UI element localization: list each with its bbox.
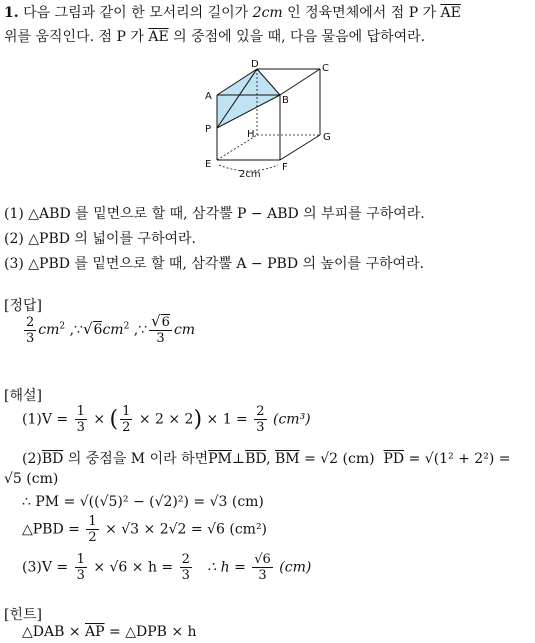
problem-number: 1. [4,5,19,21]
label-d: D [251,59,259,70]
label-length: 2cm [239,169,261,180]
s2-text: 의 중점을 M 이라 하면 [67,451,209,467]
answer-2-unit: cm [102,322,124,338]
s1-tail: × 1 = [206,411,248,428]
s2-comma: , [266,451,271,467]
s1-frac-3: $\frac{2}{3}$ [256,404,265,435]
s2-prefix: (2) [22,451,42,467]
problem-line-2 [4,26,425,46]
s1-frac-2: $\frac{1}{2}$ [122,404,131,435]
solution-step-2 [22,448,510,468]
answer-sep-1: ,∵ [69,322,83,338]
problem-text-2b: 의 중점에 있을 때, 다음 물음에 답하여라. [173,29,426,45]
label-b: B [282,95,289,106]
s1-frac-1: $\frac{1}{3}$ [76,404,85,435]
solution-step-1: (1)V = $\frac{1}{3}$ × ( $\frac{1}{2}$ × 2 × 2) × 1 = $\frac{2}{3}$ (cm³) [22,404,311,435]
problem-text-1b: 인 정육면체에서 점 P 가 [287,5,437,21]
label-e: E [205,159,212,170]
label-g: G [323,132,331,143]
cube-figure [195,55,345,180]
s2-bm: $\overline{BM}$ [275,451,300,467]
s5-therefore: ∴ h = [207,559,246,576]
s5-unit: (cm) [279,559,312,576]
segment-ae-2: $\overline{AE}$ [148,29,169,45]
solution-step-4 [22,514,267,545]
s2-bd: $\overline{BD}$ [41,451,64,467]
hint-text-b: = △DPB × h [109,624,197,640]
answer-1-exp: 2 [59,321,66,332]
edge-bc [280,69,320,95]
s2-bm-value: = √2 (cm) [304,451,375,467]
answer-3-unit: cm [173,322,196,338]
s2-pd-value: = √(1² + 2²) = [408,451,511,467]
hint-ap: $\overline{AP}$ [85,624,105,640]
s5-mid: × √6 × h = [93,559,174,576]
answer-2-exp: 2 [123,321,130,332]
question-3: (3) △PBD 를 밑면으로 할 때, 삼각뿔 A − PBD 의 높이를 구하여라. [4,256,425,272]
answer-3-fraction: $\frac{√6}{3}$ [151,312,170,346]
problem-text-2a: 위를 움직인다. 점 P 가 [4,29,144,45]
label-f: F [282,162,288,173]
solution-header: [해설] [4,388,42,404]
s5-frac-1: $\frac{1}{3}$ [76,552,85,583]
s1-unit: (cm³) [272,411,311,428]
s4-rest: × √3 × 2√2 = √6 (cm²) [105,521,268,538]
answer-sep-2: ,∵ [133,322,148,338]
answer-header: [정답] [4,298,42,314]
problem-line-1 [4,2,461,22]
s5-prefix: (3)V = [22,559,69,576]
s1-mid: × 2 × 2 [138,411,194,428]
solution-step-3: ∴ PM = √((√5)² − (√2)²) = √3 (cm) [22,494,264,510]
hint-line [22,624,197,640]
segment-ae: $\overline{AE}$ [440,5,461,21]
problem-text-1a: 다음 그림과 같이 한 모서리의 길이가 [23,5,249,21]
s2-pm: $\overline{PM}$ [208,451,232,467]
answer-2-radicand: 6 [93,322,103,338]
question-2: (2) △PBD 의 넓이를 구하여라. [4,231,196,247]
s4-frac: $\frac{1}{2}$ [88,514,97,545]
s2-pd: $\overline{PD}$ [383,451,405,467]
solution-step-2-wrap: √5 (cm) [4,471,59,487]
s2-perp: ⊥ [231,451,246,467]
edge-fg [280,135,320,160]
answer-1-unit: cm [38,322,60,338]
edge-unit: cm [261,5,283,21]
label-h: H [247,129,255,140]
label-a: A [205,91,212,102]
hint-text-a: △DAB × [22,624,81,640]
s1-times: × [93,411,106,428]
solution-step-5 [22,552,311,583]
edge-length: 2 [252,5,262,21]
hint-header: [힌트] [4,607,42,623]
s5-frac-2: $\frac{2}{3}$ [181,552,190,583]
s1-prefix: (1)V = [22,411,69,428]
answer-1-fraction: $\frac{2}{3}$ [26,314,35,346]
s2-bd-2: $\overline{BD}$ [245,451,267,467]
s4-prefix: △PBD = [22,521,80,538]
answer-line: $\frac{2}{3}$ $cm^2$ $,\because√6cm^2$ ,∵ $\frac{√6}{3}$ cm [26,312,196,346]
label-p: P [205,124,212,135]
question-1: (1) △ABD 를 밑면으로 할 때, 삼각뿔 P − ABD 의 부피를 구하여라. [4,206,425,222]
label-c: C [322,63,329,74]
s5-frac-3: $\frac{√6}{3}$ [254,552,271,583]
